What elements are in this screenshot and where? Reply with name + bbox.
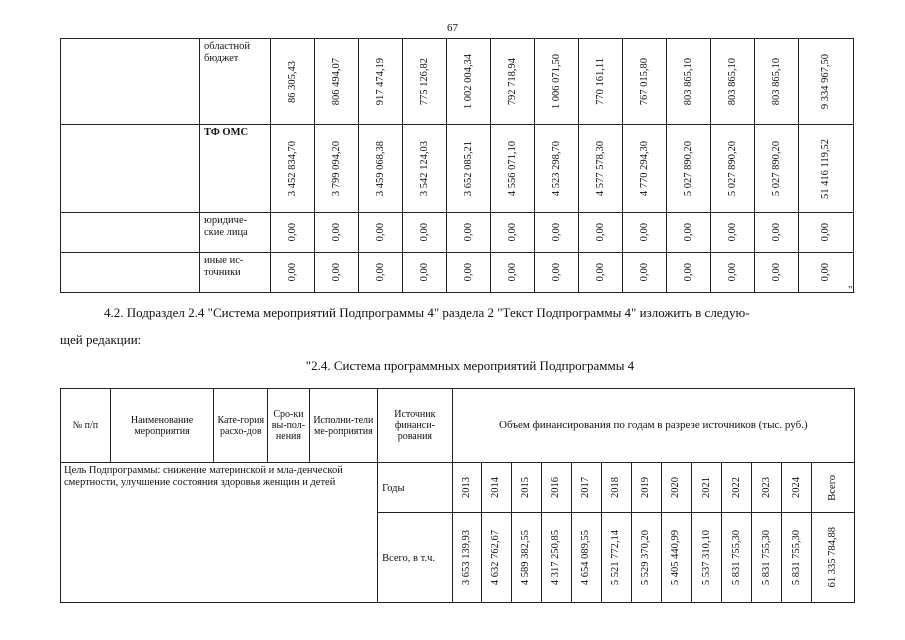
value-text: 0,00 — [726, 223, 738, 242]
total-value-cell — [799, 213, 854, 253]
year-header-cell — [722, 463, 752, 513]
year-text: Всего — [827, 474, 839, 501]
value-text: 0,00 — [462, 263, 474, 282]
value-text: 4 523 298,70 — [550, 140, 562, 197]
year-text: 2023 — [760, 477, 772, 498]
year-value-cell — [491, 253, 535, 293]
year-value-cell — [579, 253, 623, 293]
source-label: юридиче-ские лица — [200, 213, 271, 253]
header-source: Источник финанси-рования — [378, 389, 453, 463]
year-value-cell — [359, 125, 403, 213]
year-text: 2024 — [790, 477, 802, 498]
value-text: 0,00 — [374, 263, 386, 282]
funding-table-top — [60, 38, 854, 293]
year-value-cell — [755, 125, 799, 213]
year-text: 2016 — [550, 477, 562, 498]
total-value-cell — [692, 513, 722, 603]
value-text: 0,00 — [506, 223, 518, 242]
total-value-cell — [511, 513, 541, 603]
measures-table — [60, 388, 855, 603]
value-text: 0,00 — [682, 223, 694, 242]
year-value-cell — [667, 125, 711, 213]
value-text: 0,00 — [330, 223, 342, 242]
value-text: 0,00 — [594, 263, 606, 282]
empty-cell — [61, 253, 200, 293]
year-value-cell — [755, 253, 799, 293]
year-value-cell — [491, 213, 535, 253]
value-text: 4 654 089,55 — [580, 529, 592, 586]
total-value-cell — [601, 513, 631, 603]
year-text: 2019 — [640, 477, 652, 498]
value-text: 5 831 755,30 — [760, 529, 772, 586]
value-text: 3 542 124,03 — [418, 140, 430, 197]
value-text: 86 305,43 — [286, 60, 298, 103]
year-header-cell — [782, 463, 812, 513]
total-value-cell — [752, 513, 782, 603]
year-value-cell — [667, 39, 711, 125]
year-value-cell — [447, 213, 491, 253]
year-text: 2017 — [580, 477, 592, 498]
value-text: 5 027 890,20 — [726, 140, 738, 197]
value-text: 770 161,11 — [594, 58, 606, 105]
value-text: 4 632 762,67 — [490, 529, 502, 586]
value-text: 0,00 — [726, 263, 738, 282]
value-text: 0,00 — [770, 223, 782, 242]
header-category: Кате-гория расхо-дов — [214, 389, 268, 463]
value-text: 3 459 068,38 — [374, 140, 386, 197]
value-text: 0,00 — [418, 223, 430, 242]
year-header-cell — [752, 463, 782, 513]
year-value-cell — [579, 125, 623, 213]
year-value-cell — [315, 39, 359, 125]
source-label: иные ис-точники — [200, 253, 271, 293]
total-value-cell — [631, 513, 661, 603]
year-value-cell — [711, 253, 755, 293]
value-text: 775 126,82 — [418, 57, 430, 106]
year-value-cell — [755, 213, 799, 253]
top-table-row — [61, 253, 854, 293]
total-value-cell — [812, 513, 855, 603]
total-value-cell — [541, 513, 571, 603]
paragraph-line-1: 4.2. Подраздел 2.4 "Система мероприятий Подпрограммы 4" раздела 2 "Текст Подпрограммы 4" изложить в следую- — [104, 305, 750, 320]
year-value-cell — [491, 39, 535, 125]
year-header-cell — [511, 463, 541, 513]
year-header-cell — [812, 463, 855, 513]
year-text: 2014 — [490, 477, 502, 498]
value-text: 4 317 250,85 — [550, 529, 562, 586]
value-text: 0,00 — [550, 263, 562, 282]
header-terms: Сро-ки вы-пол-нения — [268, 389, 309, 463]
year-text: 2018 — [610, 477, 622, 498]
top-table-row — [61, 213, 854, 253]
value-text: 51 416 119,52 — [820, 138, 831, 199]
year-value-cell — [491, 125, 535, 213]
year-value-cell — [359, 39, 403, 125]
year-value-cell — [755, 39, 799, 125]
value-text: 1 006 071,50 — [550, 53, 562, 110]
year-header-cell — [692, 463, 722, 513]
total-value-cell — [481, 513, 511, 603]
value-text: 806 494,07 — [330, 57, 342, 106]
year-value-cell — [623, 253, 667, 293]
value-text: 0,00 — [770, 263, 782, 282]
year-value-cell — [315, 213, 359, 253]
header-num: № п/п — [61, 389, 111, 463]
value-text: 0,00 — [286, 263, 298, 282]
year-header-cell — [571, 463, 601, 513]
value-text: 1 002 004,34 — [462, 53, 474, 110]
year-value-cell — [579, 213, 623, 253]
year-value-cell — [403, 213, 447, 253]
year-text: 2015 — [520, 477, 532, 498]
empty-cell — [61, 39, 200, 125]
value-text: 0,00 — [594, 223, 606, 242]
year-value-cell — [403, 253, 447, 293]
value-text: 5 831 755,30 — [790, 529, 802, 586]
header-executors: Исполни-тели ме-роприятия — [309, 389, 377, 463]
year-value-cell — [271, 125, 315, 213]
value-text: 0,00 — [820, 263, 831, 282]
total-value-cell — [799, 39, 854, 125]
year-value-cell — [403, 125, 447, 213]
year-header-cell — [601, 463, 631, 513]
value-text: 3 652 085,21 — [462, 140, 474, 197]
year-header-cell — [541, 463, 571, 513]
year-header-cell — [452, 463, 481, 513]
source-label: ТФ ОМС — [200, 125, 271, 213]
goal-cell: Цель Подпрограммы: снижение материнской и мла-денческой смертности, улучшение состояния здоровья женщин и детей — [61, 463, 378, 603]
year-value-cell — [359, 213, 403, 253]
year-text: 2022 — [730, 477, 742, 498]
year-value-cell — [579, 39, 623, 125]
year-value-cell — [535, 39, 579, 125]
value-text: 0,00 — [462, 223, 474, 242]
value-text: 0,00 — [374, 223, 386, 242]
value-text: 5 521 772,14 — [610, 529, 622, 586]
total-label: Всего, в т.ч. — [378, 513, 453, 603]
value-text: 61 335 784,88 — [827, 527, 839, 588]
top-table-row — [61, 125, 854, 213]
year-value-cell — [403, 39, 447, 125]
empty-cell — [61, 125, 200, 213]
header-funding: Объем финансирования по годам в разрезе источников (тыс. руб.) — [452, 389, 854, 463]
value-text: 917 474,19 — [374, 57, 386, 106]
total-value-cell — [799, 125, 854, 213]
total-value-cell — [661, 513, 691, 603]
year-header-cell — [661, 463, 691, 513]
year-value-cell — [667, 253, 711, 293]
total-value-cell — [722, 513, 752, 603]
value-text: 767 015,80 — [638, 57, 650, 106]
value-text: 0,00 — [682, 263, 694, 282]
value-text: 3 799 094,20 — [330, 140, 342, 197]
year-value-cell — [535, 125, 579, 213]
year-text: 2013 — [460, 477, 472, 498]
year-value-cell — [271, 253, 315, 293]
value-text: 5 537 310,10 — [700, 529, 712, 586]
year-value-cell — [711, 39, 755, 125]
total-value-cell — [782, 513, 812, 603]
year-text: 2021 — [700, 477, 712, 498]
empty-cell — [61, 213, 200, 253]
value-text: 5 529 370,20 — [640, 529, 652, 586]
value-text: 5 831 755,30 — [730, 529, 742, 586]
paragraph-line-2: щей редакции: — [60, 332, 142, 347]
value-text: 0,00 — [330, 263, 342, 282]
closing-quote: ". — [848, 284, 856, 296]
total-value-cell — [571, 513, 601, 603]
year-value-cell — [315, 125, 359, 213]
value-text: 803 865,10 — [726, 57, 738, 106]
years-label: Годы — [378, 463, 453, 513]
total-value-cell — [799, 253, 854, 293]
year-header-cell — [631, 463, 661, 513]
year-value-cell — [315, 253, 359, 293]
year-value-cell — [535, 253, 579, 293]
year-value-cell — [711, 213, 755, 253]
year-value-cell — [447, 39, 491, 125]
value-text: 792 718,94 — [506, 57, 518, 106]
value-text: 5 405 440,99 — [670, 529, 682, 586]
value-text: 0,00 — [506, 263, 518, 282]
value-text: 0,00 — [820, 223, 831, 242]
year-value-cell — [447, 125, 491, 213]
year-text: 2020 — [670, 477, 682, 498]
value-text: 803 865,10 — [770, 57, 782, 106]
year-value-cell — [447, 253, 491, 293]
value-text: 0,00 — [638, 263, 650, 282]
value-text: 4 770 294,30 — [638, 140, 650, 197]
year-value-cell — [271, 39, 315, 125]
year-value-cell — [623, 213, 667, 253]
year-value-cell — [623, 39, 667, 125]
year-value-cell — [711, 125, 755, 213]
year-value-cell — [271, 213, 315, 253]
value-text: 5 027 890,20 — [682, 140, 694, 197]
value-text: 3 653 139,93 — [460, 529, 472, 586]
year-header-cell — [481, 463, 511, 513]
year-value-cell — [535, 213, 579, 253]
value-text: 0,00 — [638, 223, 650, 242]
value-text: 0,00 — [418, 263, 430, 282]
value-text: 803 865,10 — [682, 57, 694, 106]
value-text: 0,00 — [286, 223, 298, 242]
section-title: "2.4. Система программных мероприятий Подпрограммы 4 — [305, 358, 635, 373]
value-text: 5 027 890,20 — [770, 140, 782, 197]
source-label: областной бюджет — [200, 39, 271, 125]
value-text: 4 577 578,30 — [594, 140, 606, 197]
value-text: 9 334 967,50 — [820, 53, 831, 110]
value-text: 4 589 382,55 — [520, 529, 532, 586]
value-text: 0,00 — [550, 223, 562, 242]
total-value-cell — [452, 513, 481, 603]
top-table-row — [61, 39, 854, 125]
value-text: 3 452 834,70 — [286, 140, 298, 197]
header-name: Наименование мероприятия — [110, 389, 214, 463]
year-value-cell — [667, 213, 711, 253]
year-value-cell — [359, 253, 403, 293]
year-value-cell — [623, 125, 667, 213]
page-number: 67 — [447, 22, 458, 34]
value-text: 4 556 071,10 — [506, 140, 518, 197]
